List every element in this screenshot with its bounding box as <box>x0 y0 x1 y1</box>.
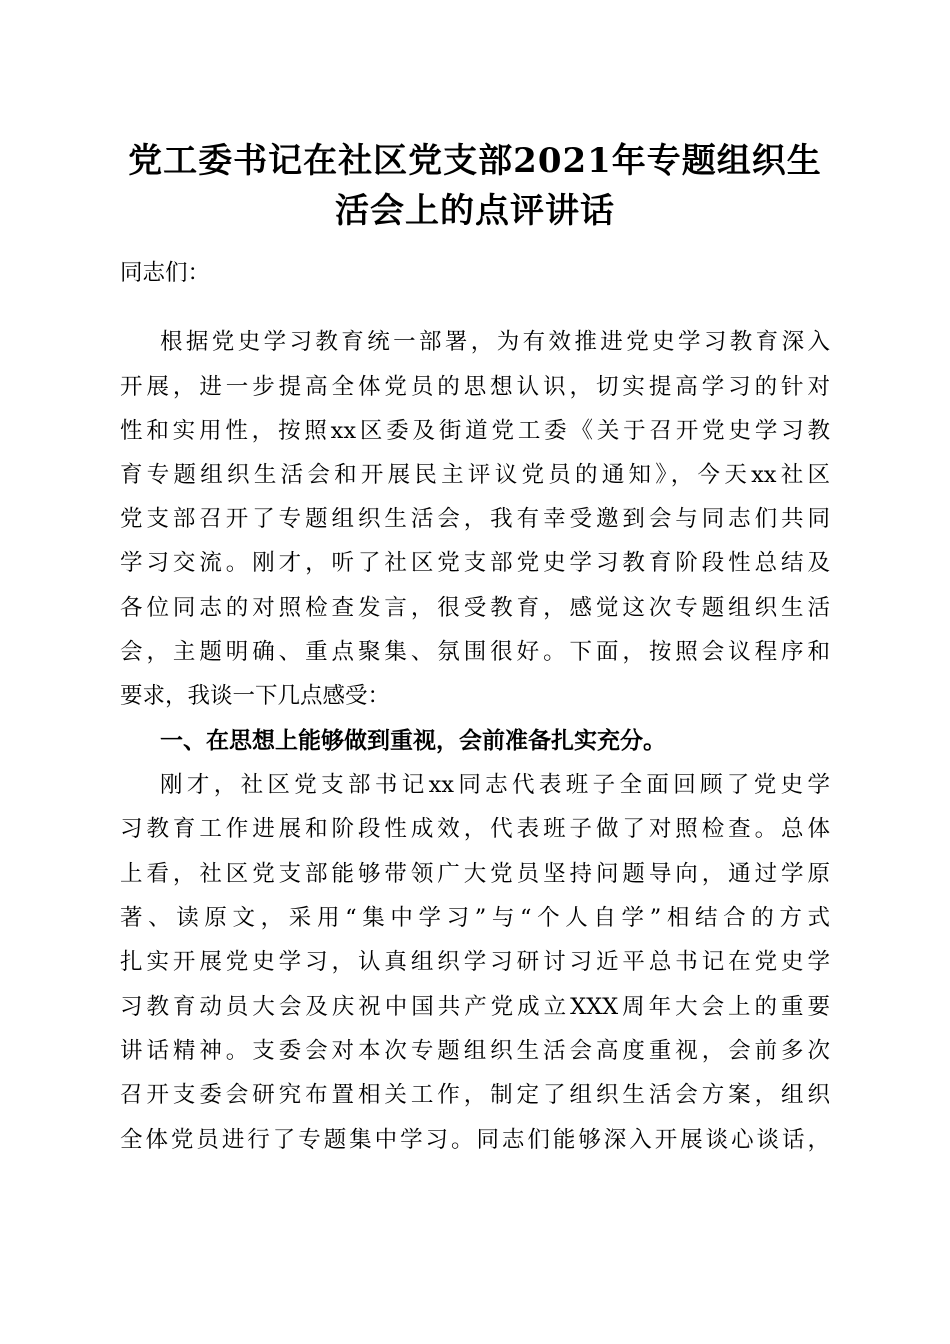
paragraph-1-line: 会，主题明确、重点聚集、氛围很好。下面，按照会议程序和 <box>120 639 830 665</box>
paragraph-2-line: 习教育工作进展和阶段性成效，代表班子做了对照检查。总体 <box>120 816 830 842</box>
document-title-line-2: 活会上的点评讲话 <box>335 191 615 231</box>
paragraph-2-line: 召开支委会研究布置相关工作，制定了组织生活会方案，组织 <box>120 1082 830 1108</box>
document-title-line-1: 党工委书记在社区党支部2021年专题组织生 <box>128 141 822 181</box>
paragraph-1-line: 育专题组织生活会和开展民主评议党员的通知》，今天xx社区 <box>120 462 830 488</box>
paragraph-1-line: 开展，进一步提高全体党员的思想认识，切实提高学习的针对 <box>120 374 830 400</box>
paragraph-2-line: 讲话精神。支委会对本次专题组织生活会高度重视，会前多次 <box>120 1038 830 1064</box>
paragraph-1-line: 各位同志的对照检查发言，很受教育，感觉这次专题组织生活 <box>120 595 830 621</box>
section-heading-1: 一、在思想上能够做到重视，会前准备扎实充分。 <box>160 728 666 754</box>
paragraph-2-line: 刚才，社区党支部书记xx同志代表班子全面回顾了党史学 <box>160 772 830 798</box>
salutation: 同志们： <box>120 260 211 286</box>
paragraph-1-line: 根据党史学习教育统一部署，为有效推进党史学习教育深入 <box>160 329 830 355</box>
paragraph-2-line: 上看，社区党支部能够带领广大党员坚持问题导向，通过学原 <box>120 861 830 887</box>
paragraph-2-line: 习教育动员大会及庆祝中国共产党成立XXX周年大会上的重要 <box>120 994 830 1020</box>
paragraph-1-line: 学习交流。刚才，听了社区党支部党史学习教育阶段性总结及 <box>120 550 830 576</box>
paragraph-1-line: 性和实用性，按照xx区委及街道党工委《关于召开党史学习教 <box>120 418 830 444</box>
paragraph-1-line: 要求，我谈一下几点感受： <box>120 683 391 709</box>
paragraph-1-line: 党支部召开了专题组织生活会，我有幸受邀到会与同志们共同 <box>120 506 830 532</box>
paragraph-2-line: 全体党员进行了专题集中学习。同志们能够深入开展谈心谈话， <box>120 1127 830 1153</box>
paragraph-2-line: 著、读原文，采用“集中学习”与“个人自学”相结合的方式 <box>120 905 830 931</box>
paragraph-2-line: 扎实开展党史学习，认真组织学习研讨习近平总书记在党史学 <box>120 949 830 975</box>
